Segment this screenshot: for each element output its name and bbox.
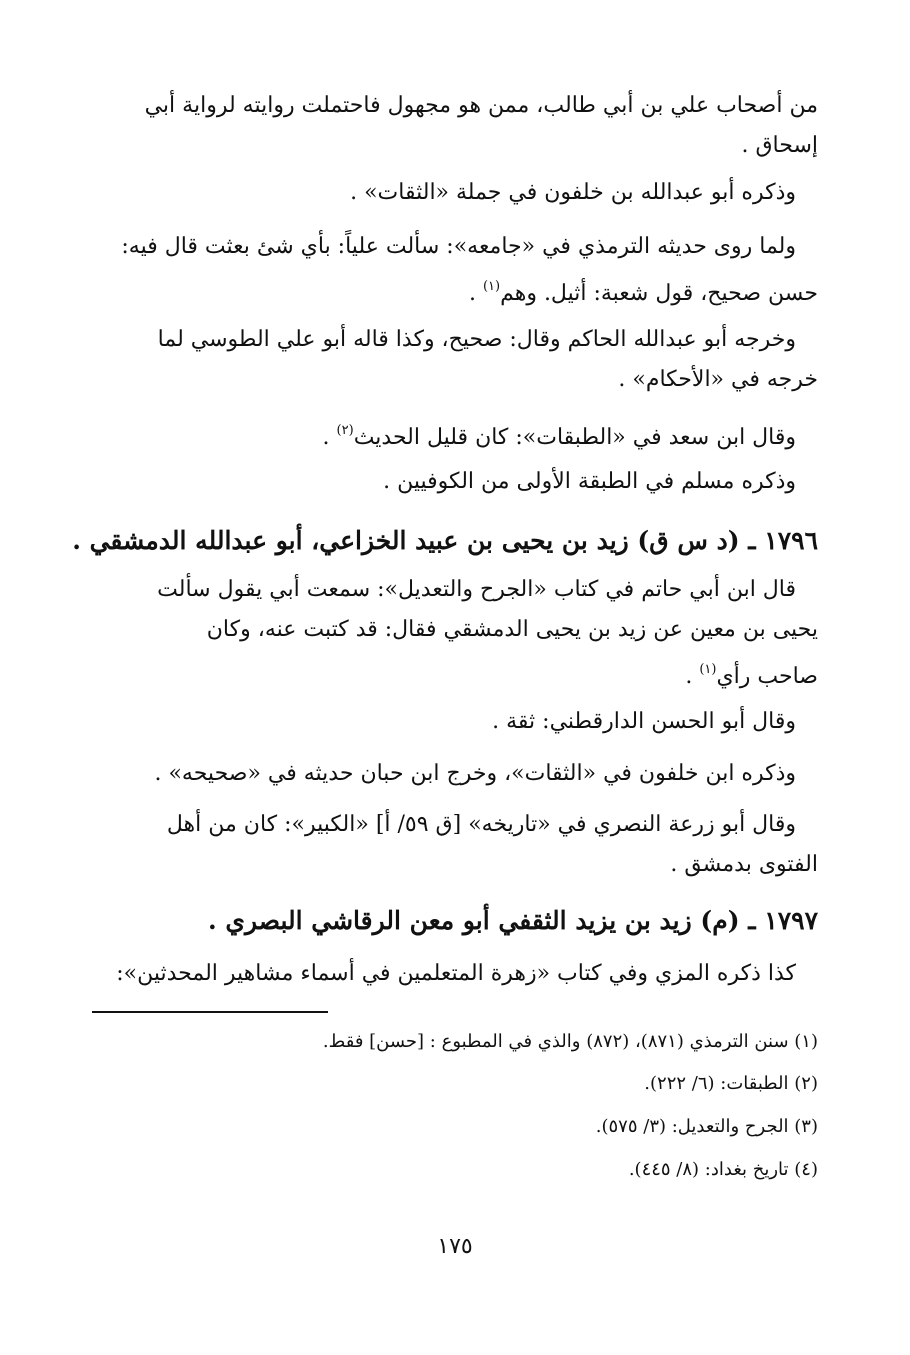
entry-1796-paragraph-1 — [132, 570, 818, 697]
text-line: إسحاق . — [741, 133, 818, 158]
entry-1797-paragraph — [116, 954, 818, 994]
text-line: الفتوى بدمشق . — [670, 852, 818, 877]
footnote-divider — [92, 1011, 328, 1013]
entry-1796-paragraph-4 — [132, 805, 818, 885]
text-fragment: . — [685, 664, 700, 689]
text-fragment: وقال ابن سعد في «الطبقات»: كان قليل الحديث — [353, 425, 796, 450]
text-fragment: صاحب رأي — [716, 664, 818, 689]
footnote-3: (٣) الجرح والتعديل: (٣/ ٥٧٥). — [595, 1116, 818, 1137]
footnote-1: (١) سنن الترمذي (٨٧١)، (٨٧٢) والذي في المطبوع : [حسن] فقط. — [322, 1031, 818, 1052]
footnote-4: (٤) تاريخ بغداد: (٨/ ٤٤٥). — [628, 1159, 818, 1180]
text-line: كذا ذكره المزي وفي كتاب «زهرة المتعلمين في أسماء مشاهير المحدثين»: — [116, 961, 796, 986]
text-line: وقال أبو زرعة النصري في «تاريخه» [ق ٥٩/ أ] «الكبير»: كان من أهل — [166, 812, 796, 837]
text-line: وقال أبو الحسن الدارقطني: ثقة . — [492, 709, 796, 734]
footnote-ref: (٢) — [336, 423, 354, 438]
page-number: ١٧٥ — [437, 1234, 473, 1259]
text-line — [132, 650, 818, 697]
entry-heading-1797: ١٧٩٧ ـ (م) زيد بن يزيد الثقفي أبو معن الرقاشي البصري . — [208, 906, 818, 935]
paragraph-2 — [132, 173, 818, 213]
text-fragment: . — [468, 281, 483, 306]
footnote-2: (٢) الطبقات: (٦/ ٢٢٢). — [644, 1073, 818, 1094]
footnote-ref: (١) — [699, 662, 717, 677]
text-line: خرجه في «الأحكام» . — [618, 367, 818, 392]
text-line: وذكره أبو عبدالله بن خلفون في جملة «الثقات» . — [350, 180, 796, 205]
text-line: وذكره ابن خلفون في «الثقات»، وخرج ابن حبان حديثه في «صحيحه» . — [154, 761, 796, 786]
text-line: ولما روى حديثه الترمذي في «جامعه»: سألت علياً: بأي شئ بعثت قال فيه: — [121, 234, 796, 259]
entry-1796-paragraph-2 — [132, 702, 818, 742]
text-fragment: . — [322, 425, 337, 450]
paragraph-3 — [121, 227, 818, 314]
footnote-ref: (١) — [482, 279, 501, 294]
text-line — [132, 411, 818, 458]
text-line — [132, 267, 818, 314]
text-line: قال ابن أبي حاتم في كتاب «الجرح والتعديل»: سمعت أبي يقول سألت — [157, 577, 796, 602]
text-line: من أصحاب علي بن أبي طالب، ممن هو مجهول فاحتملت روايته لرواية أبي — [144, 93, 818, 118]
paragraph-6 — [132, 462, 818, 502]
paragraph-5 — [132, 411, 818, 458]
entry-1796-paragraph-3 — [132, 754, 818, 794]
text-fragment: حسن صحيح، قول شعبة: أثيل. وهم — [500, 281, 818, 306]
paragraph-4 — [132, 320, 818, 400]
text-line: وذكره مسلم في الطبقة الأولى من الكوفيين . — [383, 469, 796, 494]
paragraph-1 — [132, 86, 818, 166]
entry-heading-1796: ١٧٩٦ ـ (د س ق) زيد بن يحيى بن عبيد الخزاعي، أبو عبدالله الدمشقي . — [72, 526, 818, 555]
text-line: وخرجه أبو عبدالله الحاكم وقال: صحيح، وكذا قاله أبو علي الطوسي لما — [157, 327, 796, 352]
text-line: يحيى بن معين عن زيد بن يحيى الدمشقي فقال: قد كتبت عنه، وكان — [206, 617, 818, 642]
